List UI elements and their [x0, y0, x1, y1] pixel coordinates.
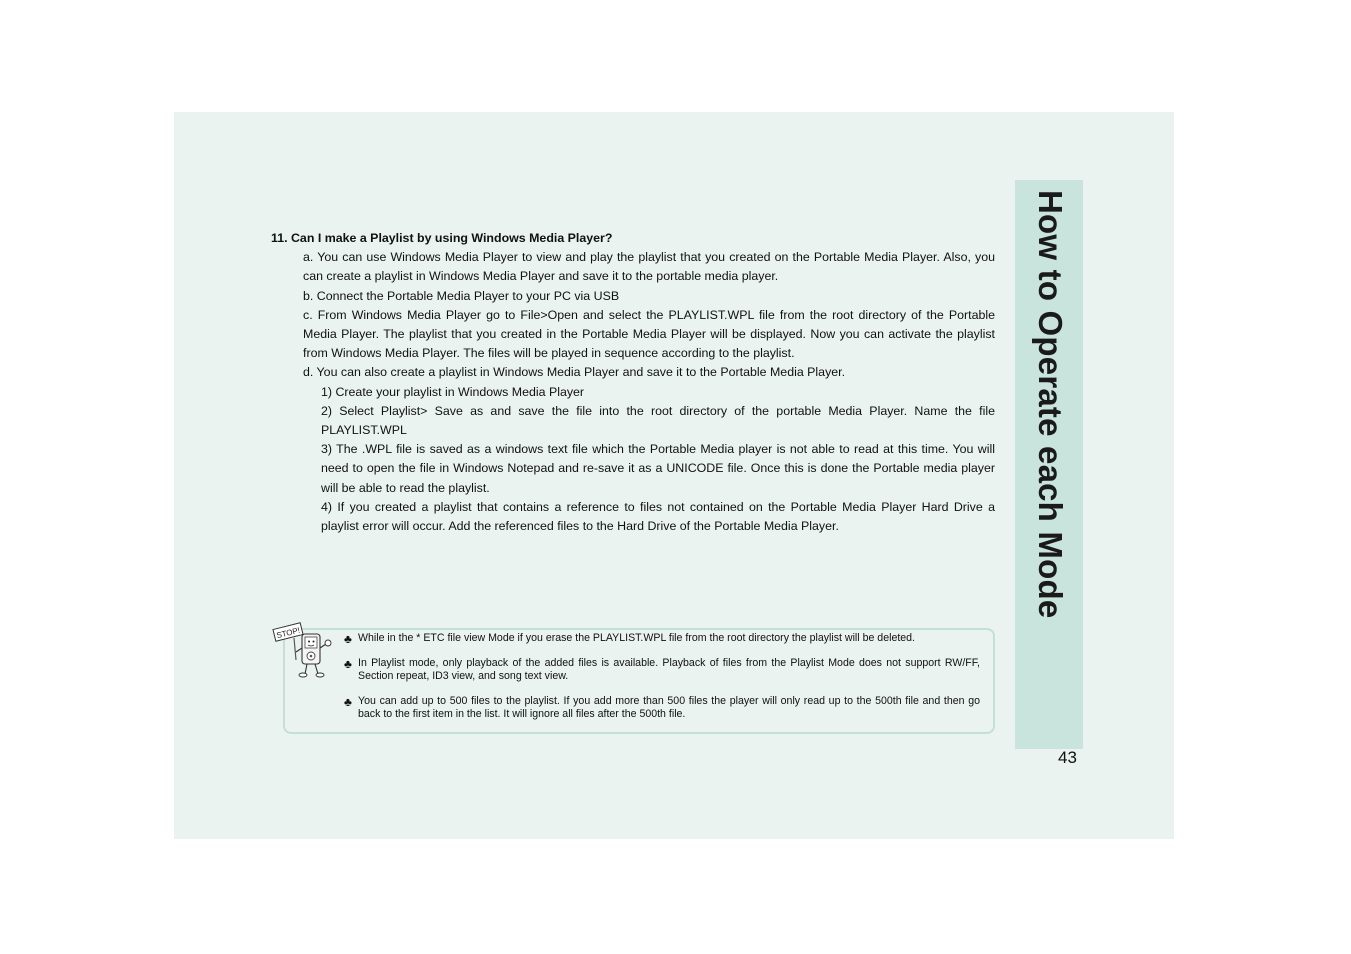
notes-list [344, 632, 980, 721]
answer-d: d. You can also create a playlist in Windows Media Player and save it to the Portable Media Player. [303, 365, 846, 380]
note-item [344, 695, 980, 721]
club-bullet-icon: ♣ [344, 695, 352, 709]
step-3: 3) The .WPL file is saved as a windows text file which the Portable Media player is not able to read at this time. You will need to open the file in Windows Notepad and re-save it as a UNICODE file. Once this is done the Portable media player will be able to read the playlist. [321, 442, 995, 495]
section-title: How to Operate each Mode [1032, 190, 1069, 619]
step-1: 1) Create your playlist in Windows Media Player [321, 384, 585, 399]
club-bullet-icon: ♣ [344, 632, 352, 646]
faq-content [271, 229, 995, 536]
note-item [344, 657, 980, 683]
note-item [344, 632, 980, 645]
step-2: 2) Select Playlist> Save as and save the file into the root directory of the portable Media Player. Name the file PLAYLIST.WPL [321, 403, 995, 438]
faq-heading: 11. Can I make a Playlist by using Windows Media Player? [271, 231, 613, 245]
stop-sign-mascot-icon [272, 620, 338, 682]
note-text: While in the * ETC file view Mode if you erase the PLAYLIST.WPL file from the root directory the playlist will be deleted. [358, 632, 916, 644]
step-4: 4) If you created a playlist that contains a reference to files not contained on the Portable Media Player Hard Drive a playlist error will occur. Add the referenced files to the Hard Drive of the Portable Media Player. [321, 499, 995, 534]
note-text: In Playlist mode, only playback of the added files is available. Playback of files from the Playlist Mode does not support RW/FF, Section repeat, ID3 view, and song text view. [358, 657, 980, 682]
stop-sign-text: STOP! [275, 625, 301, 641]
answer-a: a. You can use Windows Media Player to view and play the playlist that you created on the Portable Media Player. Also, you can create a playlist in Windows Media Player and save it to the portable media player. [303, 250, 995, 284]
club-bullet-icon: ♣ [344, 657, 352, 671]
page-number: 43 [1058, 748, 1077, 767]
answer-b: b. Connect the Portable Media Player to your PC via USB [303, 288, 620, 303]
answer-c: c. From Windows Media Player go to File>Open and select the PLAYLIST.WPL file from the root directory of the Portable Media Player. The playlist that you created in the Portable Media Player will be displayed. Now you can activate the playlist from Windows Media Player. The files will be played in sequence according to the playlist. [303, 307, 995, 361]
note-text: You can add up to 500 files to the playlist. If you add more than 500 files the player will only read up to the 500th file and then go back to the first item in the list. It will ignore all files after the 500th file. [358, 695, 980, 720]
